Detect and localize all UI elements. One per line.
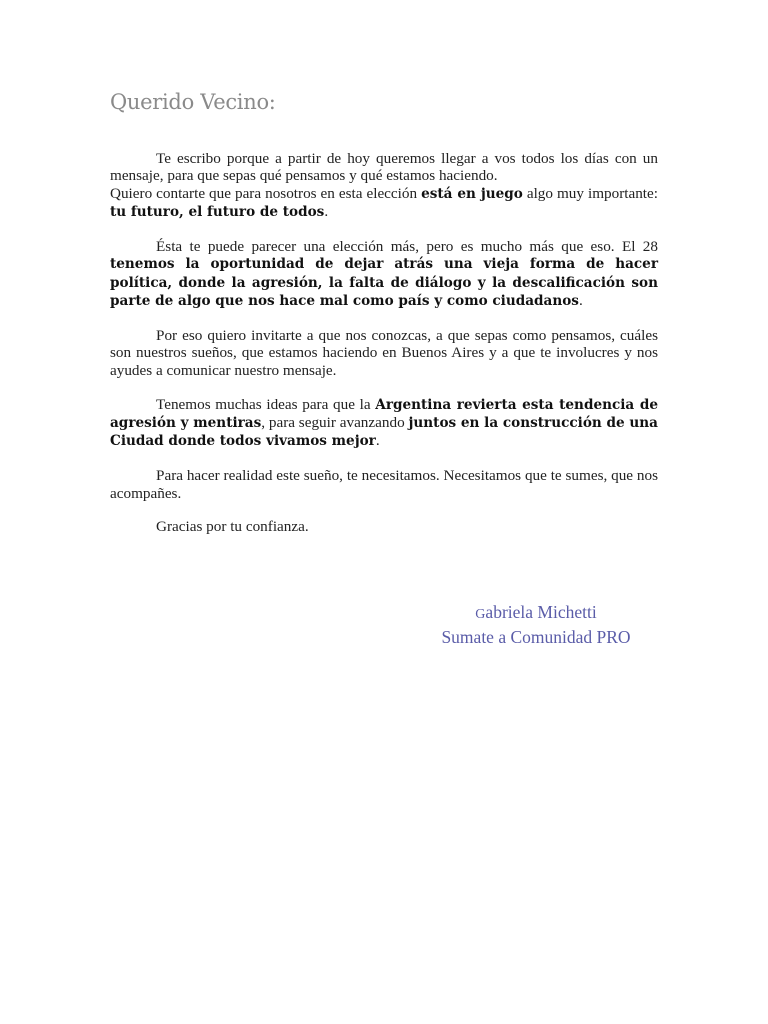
paragraph-2: [110, 238, 658, 311]
paragraph-4: [110, 396, 658, 451]
paragraph-2-bold-a: tenemos la oportunidad de dejar atrás una vieja forma de hacer política, donde la agresión, la falta de diálogo y la descalificación son parte de algo que nos hace mal como país y como ciudadanos: [110, 256, 658, 310]
paragraph-1-bold-c: tu futuro, el futuro de todos: [110, 204, 325, 221]
paragraph-6-text-a: Gracias por tu confianza.: [156, 518, 309, 536]
paragraph-4-bold-b: juntos en la construcción de una Ciudad donde todos vivamos mejor: [110, 415, 658, 450]
paragraph-3: [110, 327, 658, 379]
signature-name-initial: G: [475, 607, 486, 622]
paragraph-6: [110, 518, 658, 535]
paragraph-1-text-b: Quiero contarte que para nosotros en esta elección: [110, 184, 422, 202]
paragraph-1-text-a: Te escribo porque a partir de hoy queremos llegar a vos todos los días con un mensaje, para que sepas qué pensamos y qué estamos haciendo.: [110, 150, 658, 185]
paragraph-2-text-b: .: [578, 292, 583, 310]
signature-tagline: Sumate a Comunidad PRO: [441, 627, 631, 647]
paragraph-1: [110, 150, 658, 222]
paragraph-5: [110, 467, 658, 502]
signature-name-rest: abriela Michetti: [485, 602, 597, 622]
paragraph-5-text-a: Para hacer realidad este sueño, te necesitamos. Necesitamos que te sumes, que nos acompañes.: [110, 467, 658, 502]
paragraph-1-text-c: algo muy importante:: [522, 184, 658, 202]
letter-greeting: Querido Vecino:: [110, 90, 276, 114]
paragraph-3-text-a: Por eso quiero invitarte a que nos conozcas, a que sepas como pensamos, cuáles son nuestros sueños, que estamos haciendo en Buenos Aires y a que te involucres y nos ayudes a comunicar nuestro mensaje.: [110, 327, 658, 379]
signature-name: [400, 601, 672, 626]
paragraph-1-bold-b: está en juego: [421, 185, 523, 202]
paragraph-4-text-c: .: [375, 432, 380, 450]
paragraph-4-bold-a: Argentina revierta esta tendencia de agresión y mentiras: [110, 396, 658, 432]
letter-body: [110, 150, 658, 552]
paragraph-2-text-a: Ésta te puede parecer una elección más, pero es mucho más que eso. El 28: [156, 238, 658, 256]
paragraph-1-text-d: .: [324, 203, 329, 221]
signature-block: [400, 601, 672, 648]
paragraph-4-text-b: , para seguir avanzando: [261, 414, 409, 432]
paragraph-4-text-a: Tenemos muchas ideas para que la: [156, 395, 376, 413]
